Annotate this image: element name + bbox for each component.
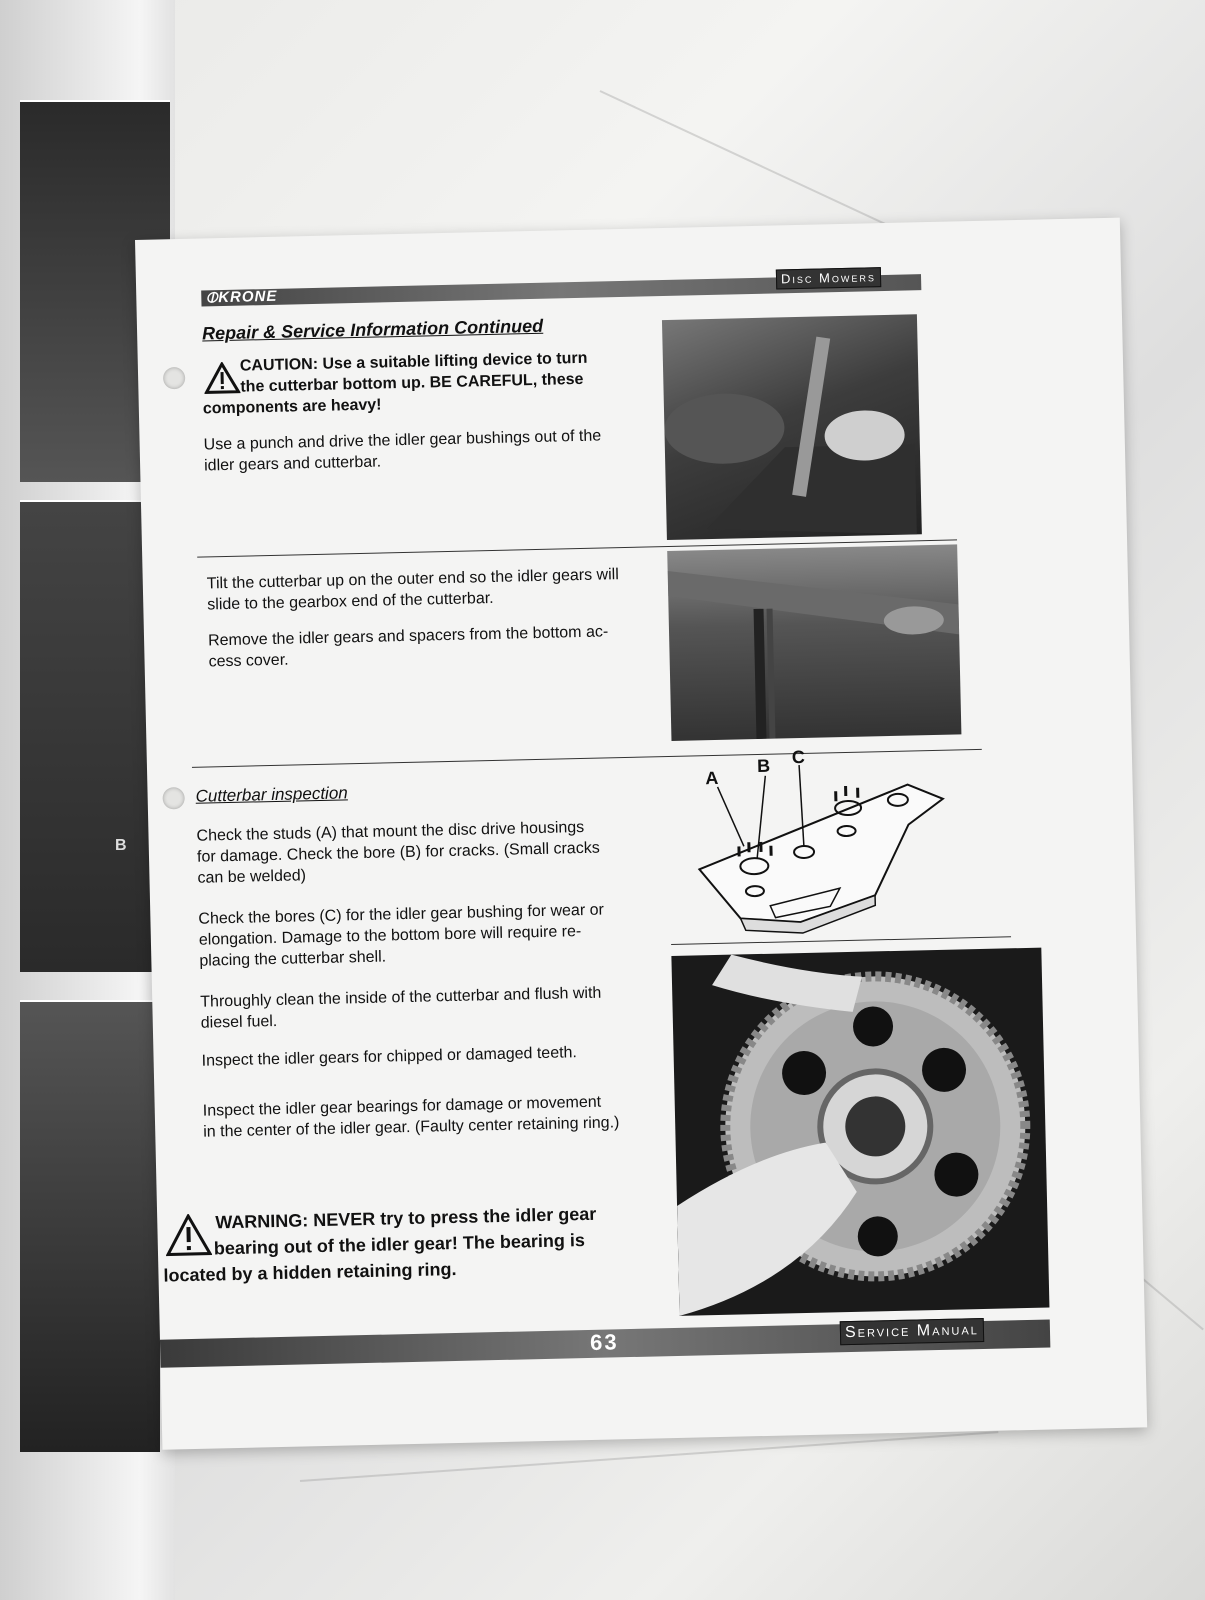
- idler-gear-art: [671, 948, 1049, 1316]
- inspect2-line-2: elongation. Damage to the bottom bore will require re-: [198, 923, 582, 949]
- manual-label: Service Manual: [840, 1318, 984, 1345]
- inspect5-line-1: Inspect the idler gear bearings for damage or movement: [202, 1093, 602, 1120]
- section-title: Repair & Service Information Continued: [201, 315, 544, 344]
- warning-triangle-icon: [165, 1214, 212, 1257]
- step1-line-2: idler gears and cutterbar.: [203, 453, 382, 475]
- diagram-label-a: A: [705, 767, 719, 789]
- brand-logo: ⦶KRONE: [206, 287, 278, 307]
- photo-idler-gear: [671, 948, 1049, 1316]
- inspect2-line-3: placing the cutterbar shell.: [199, 948, 387, 970]
- warning-triangle-icon: [204, 362, 241, 395]
- photo-tilted-cutterbar: [667, 544, 961, 741]
- inspect1-line-1: Check the studs (A) that mount the disc drive housings: [196, 818, 585, 845]
- diagram-label-b: B: [756, 755, 771, 777]
- warning-line-1: WARNING: NEVER try to press the idler gear: [215, 1203, 597, 1233]
- manual-page: [135, 218, 1147, 1450]
- left-page-label: B: [115, 837, 127, 854]
- step2-line-2: slide to the gearbox end of the cutterbar.: [207, 589, 494, 614]
- caution-line-1: CAUTION: Use a suitable lifting device to turn: [239, 349, 588, 375]
- photo-punch-bushing: [662, 314, 922, 540]
- inspect5-line-2: in the center of the idler gear. (Faulty center retaining ring.): [203, 1114, 620, 1141]
- warning-line-2: bearing out of the idler gear! The bearing is: [213, 1230, 586, 1259]
- punch-hole: [163, 367, 185, 389]
- cutterbar-shape: [698, 784, 946, 925]
- inspect1-line-2: for damage. Check the bore (B) for cracks. (Small cracks: [196, 839, 600, 866]
- caution-line-3: components are heavy!: [202, 396, 382, 418]
- step1-line-1: Use a punch and drive the idler gear bushings out of the: [203, 427, 602, 454]
- inspection-title: Cutterbar inspection: [195, 783, 348, 806]
- inspect1-line-3: can be welded): [197, 867, 307, 887]
- inspect3-line-1: Throughly clean the inside of the cutterbar and flush with: [200, 984, 602, 1011]
- caution-line-2: the cutterbar bottom up. BE CAREFUL, these: [240, 370, 584, 396]
- inspect4-line-1: Inspect the idler gears for chipped or damaged teeth.: [201, 1044, 578, 1070]
- krone-logo-icon: ⦶: [206, 289, 219, 307]
- diagram-label-c: C: [791, 746, 806, 768]
- series-label: Disc Mowers: [776, 267, 881, 289]
- step2-line-1: Tilt the cutterbar up on the outer end so the idler gears will: [206, 566, 619, 593]
- step3-line-1: Remove the idler gears and spacers from the bottom ac-: [207, 623, 609, 650]
- cutterbar-diagram: [677, 743, 981, 940]
- punch-hole: [162, 787, 184, 809]
- photo-tilted-cutterbar-art: [667, 544, 961, 741]
- photo-punch-bushing-art: [662, 314, 922, 540]
- left-page-photo: [20, 1000, 160, 1452]
- step3-line-2: cess cover.: [208, 651, 289, 671]
- inspect3-line-2: diesel fuel.: [200, 1012, 278, 1032]
- page-number: 63: [589, 1329, 619, 1355]
- inspect2-line-1: Check the bores (C) for the idler gear bushing for wear or: [198, 901, 605, 928]
- warning-line-3: located by a hidden retaining ring.: [163, 1258, 457, 1286]
